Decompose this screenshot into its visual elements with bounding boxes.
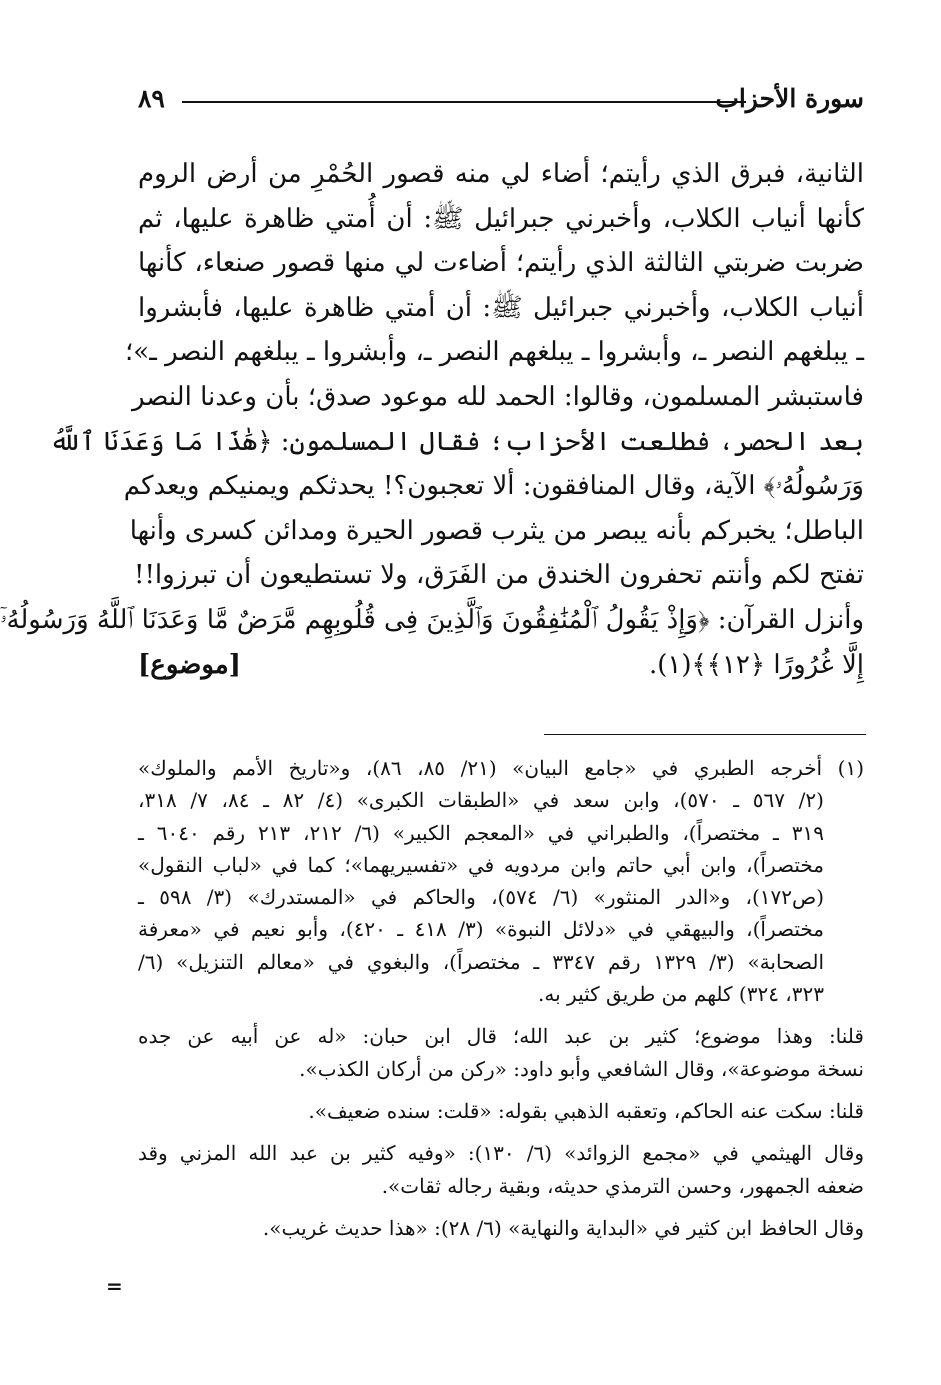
- main-line: أنياب الكلاب، وأخبرني جبرائيل ﷺ: أن أمتي ظاهرة عليها، فأبشروا: [138, 292, 864, 323]
- footnote-line: (١) أخرجه الطبري في «جامع البيان» (٢١/ ٨٥، ٨٦)، و«تاريخ الأمم والملوك»: [138, 756, 865, 780]
- footnote-gap: [138, 1010, 864, 1020]
- main-text: [0, 152, 864, 687]
- footnotes: [138, 752, 864, 1244]
- main-line: الثانية، فبرق الذي رأيتم؛ أضاء لي منه قصور الحُمْرِ من أرض الروم: [138, 159, 864, 189]
- footnote-line: وقال الهيثمي في «مجمع الزوائد» (٦/ ١٣٠): «وفيه كثير بن عبد الله المزني وقد: [138, 1141, 864, 1166]
- main-line: فاستبشر المسلمون، وقالوا: الحمد لله موعود صدق؛ بأن وعدنا النصر: [131, 381, 864, 412]
- footnote-line: وقال الحافظ ابن كثير في «البداية والنهاية» (٦/ ٢٨): «هذا حديث غريب».: [262, 1215, 864, 1240]
- footnote-line: (٢/ ٥٦٧ ـ ٥٧٠)، وابن سعد في «الطبقات الكبرى» (٤/ ٨٢ ـ ٨٤، ٧/ ٣١٨،: [138, 788, 824, 813]
- page-header: [138, 80, 864, 124]
- footnote-line: الصحابة» (٣/ ١٣٢٩ رقم ٣٣٤٧ ـ مختصراً)، والبغوي في «معالم التنزيل» (٦/: [138, 949, 825, 974]
- footnote-gap: [138, 1085, 864, 1095]
- main-line: تفتح لكم وأنتم تحفرون الخندق من الفَرَق، ولا تستطيعون أن تبرزوا!!: [134, 560, 864, 591]
- footnote-line: مختصراً)، والبيهقي في «دلائل النبوة» (٣/ ٤١٨ ـ ٤٢٠)، وأبو نعيم في «معرفة: [138, 917, 824, 942]
- header-rule: [182, 101, 746, 103]
- footnote-gap: [138, 1127, 864, 1137]
- footnote-line: نسخة موضوعة»، وقال الشافعي وأبو داود: «ركن من أركان الكذب».: [299, 1056, 864, 1081]
- footnote-line: ضعفه الجمهور، وحسن الترمذي حديثه، وبقية رجاله ثقات».: [381, 1173, 864, 1198]
- continuation-mark: =: [106, 1274, 123, 1298]
- main-line: وأنزل القرآن: ﴿وَإِذْ يَقُولُ ٱلْمُنَٰفِقُونَ وَٱلَّذِينَ فِى قُلُوبِهِم مَّرَضٌ مَّا وَعَدَنَا ٱللَّهُ وَرَسُولُهُۥٓ: [0, 604, 864, 635]
- verse-ending: إِلَّا غُرُورًا ﴿١٢﴾﴾(١).: [648, 649, 864, 680]
- main-last-line: [138, 643, 864, 688]
- surah-title: سورة الأحزاب: [715, 84, 864, 113]
- footnote-gap: [138, 1202, 864, 1212]
- page-number: ٨٩: [138, 84, 165, 113]
- main-line: وَرَسُولُهُۥ﴾ الآية، وقال المنافقون: ألا تعجبون؟! يحدثكم ويمنيكم ويعدكم: [123, 471, 864, 502]
- footnote-line: (ص١٧٢)، و«الدر المنثور» (٦/ ٥٧٤)، والحاكم في «المستدرك» (٣/ ٥٩٨ ـ: [138, 885, 824, 910]
- footnote-line: قلنا: سكت عنه الحاكم، وتعقبه الذهبي بقوله: «قلت: سنده ضعيف».: [308, 1098, 864, 1123]
- main-line: ـ يبلغهم النصر ـ، وأبشروا ـ يبلغهم النصر ـ، وأبشروا ـ يبلغهم النصر ـ»؛: [125, 337, 864, 368]
- main-line: كأنها أنياب الكلاب، وأخبرني جبرائيل ﷺ: أن أُمتي ظاهرة عليها، ثم: [138, 203, 864, 234]
- grade-tag: [موضوع]: [138, 649, 241, 680]
- footnote-separator: [544, 734, 866, 735]
- footnote-line: مختصراً)، وابن أبي حاتم وابن مردويه في «تفسيريهما»؛ كما في «لباب النقول»: [138, 852, 824, 877]
- footnote-line: قلنا: وهذا موضوع؛ كثير بن عبد الله؛ قال ابن حبان: «له عن أبيه عن جده: [138, 1024, 864, 1049]
- main-line: الباطل؛ يخبركم بأنه يبصر من يثرب قصور الحيرة ومدائن كسرى وأنها: [129, 515, 864, 546]
- main-line: ضربت ضربتي الثالثة الذي رأيتم؛ أضاءت لي منها قصور صنعاء، كأنها: [138, 248, 864, 279]
- footnote-line: ٣١٩ ـ مختصراً)، والطبراني في «المعجم الكبير» (٦/ ٢١٢، ٢١٣ رقم ٦٠٤٠ ـ: [138, 820, 824, 845]
- main-line: بعد الحصر، فطلعت الأحزاب؛ فقال المسلمون: ﴿هَٰذَا مَا وَعَدَنَا ٱللَّهُ: [49, 426, 864, 457]
- footnote-line: ٣٢٣، ٣٢٤) كلهم من طريق كثير به.: [538, 982, 824, 1007]
